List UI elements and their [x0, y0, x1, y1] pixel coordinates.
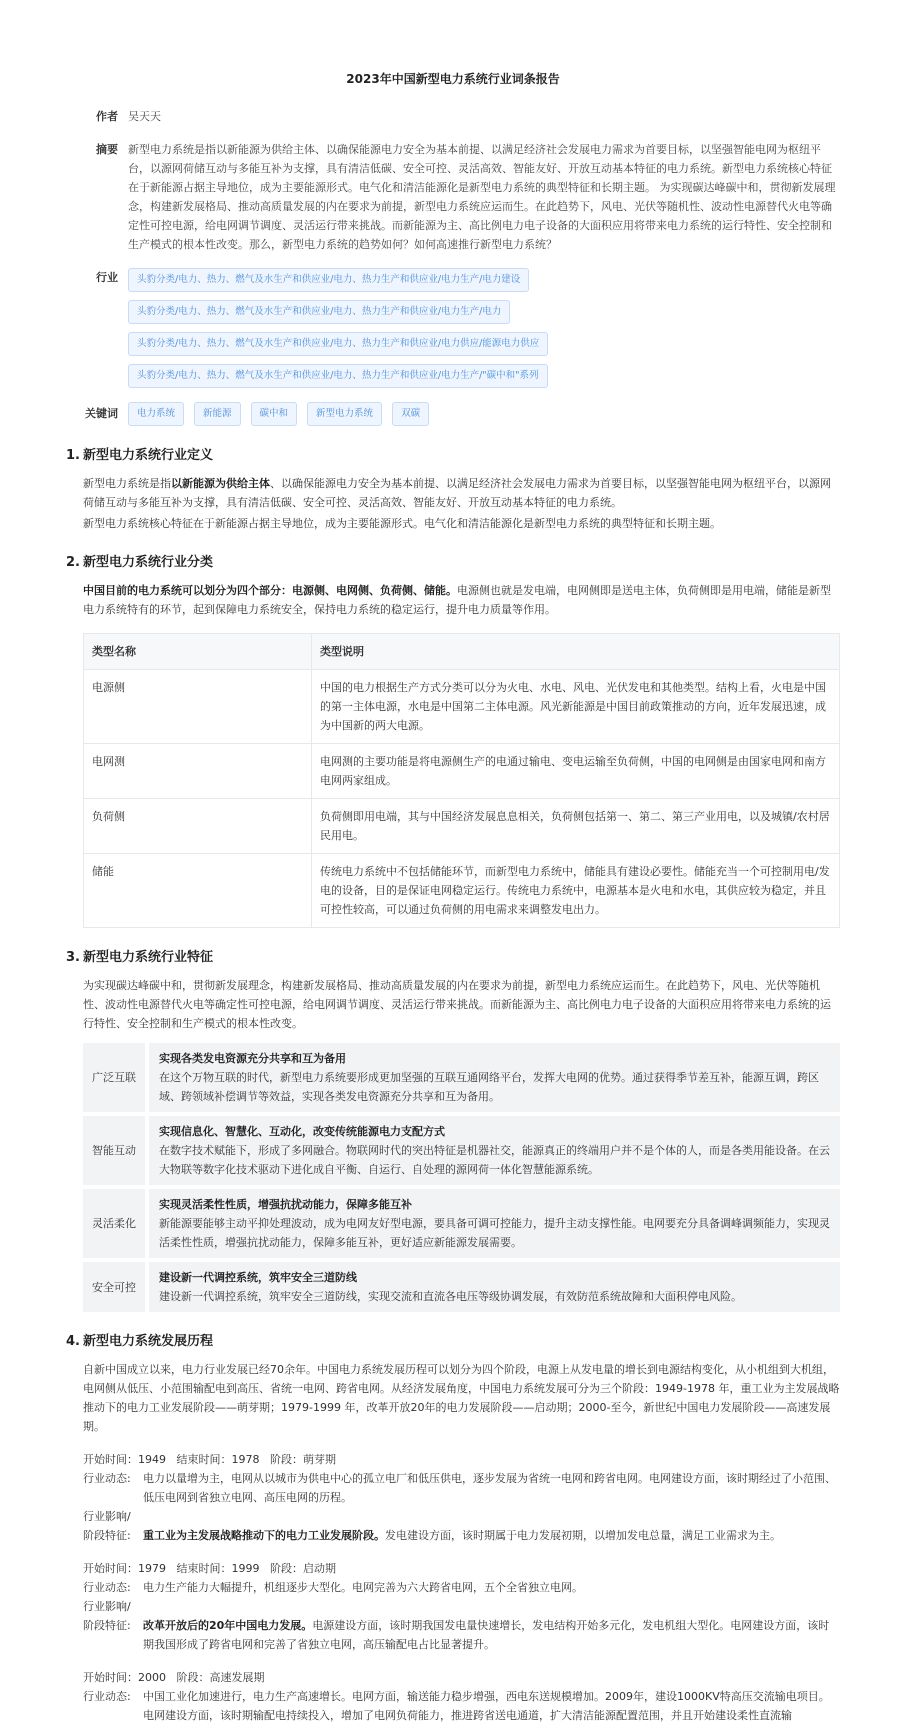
start-value: 1949	[138, 1453, 166, 1466]
section-title: 新型电力系统发展历程	[83, 1334, 214, 1349]
feature-label: 智能互动	[83, 1116, 145, 1185]
text-span: 新型电力系统是指	[83, 477, 171, 490]
phase-label: 阶段：	[270, 1453, 303, 1466]
abstract-row	[66, 140, 840, 254]
keyword-tag[interactable]: 电力系统	[128, 402, 184, 426]
industry-row	[66, 268, 840, 388]
type-description: 负荷侧即用电端，其与中国经济发展息息相关，负荷侧包括第一、第二、第三产业用电，以及城镇/农村居民用电。	[312, 799, 840, 854]
feature-item	[83, 1116, 840, 1185]
feature-heading: 建设新一代调控系统，筑牢安全三道防线	[159, 1271, 357, 1284]
feature-label: 广泛互联	[83, 1043, 145, 1112]
end-value: 1999	[231, 1562, 260, 1575]
history-intro: 自新中国成立以来，电力行业发展已经70余年。中国电力系统发展历程可以划分为四个阶段，电源上从发电量的增长到电源结构变化，从小机组到大机组，电网侧从低压、小范围输配电到高压、省统一电网、跨省电网。从经济发展角度，中国电力系统发展可分为三个阶段：1949-1978 年，重工业为主发展战略推动下的电力工业发展阶段——萌芽期；1979-1999 年，改革开放20年的电力发展阶段——启动期；2000-至今，新世纪中国电力发展阶段——高速发展期。	[83, 1363, 840, 1433]
phase-label: 阶段：	[270, 1562, 303, 1575]
bold-text: 中国目前的电力系统可以划分为四个部分：电源侧、电网侧、负荷侧、储能。	[83, 584, 457, 597]
feature-label: 安全可控	[83, 1262, 145, 1312]
text-span: 电源侧也就是发电端，电网侧即是送电主体，负荷侧即是用电端，储能是新型电力系统特有的环节，起到保障电力系统安全，保持电力系统的稳定运行，提升电力质量等作用。	[83, 584, 831, 616]
stage-feature-row	[83, 1526, 840, 1545]
section-body	[66, 1360, 840, 1725]
section-heading	[66, 948, 840, 968]
dynamics-text: 电力生产能力大幅提升，机组逐步大型化。电网完善为六大跨省电网，五个全省独立电网。	[143, 1581, 583, 1594]
table-header: 类型说明	[312, 634, 840, 670]
industry-tag[interactable]: 头豹分类/电力、热力、燃气及水生产和供应业/电力、热力生产和供应业/电力生产/电力	[128, 300, 510, 324]
keyword-tag[interactable]: 新型电力系统	[307, 402, 382, 426]
section-body	[66, 474, 840, 533]
keyword-tag[interactable]: 碳中和	[251, 402, 298, 426]
feature-item	[83, 1043, 840, 1112]
section-heading	[66, 1332, 840, 1352]
feature-label: 灵活柔化	[83, 1189, 145, 1258]
industry-tag-list	[128, 268, 840, 388]
feature-list	[83, 1043, 840, 1312]
industry-tag[interactable]: 头豹分类/电力、热力、燃气及水生产和供应业/电力、热力生产和供应业/电力供应/能源电力供应	[128, 332, 548, 356]
stage-dynamics-row	[83, 1469, 840, 1507]
keyword-tag-list	[128, 402, 840, 426]
type-name: 负荷侧	[84, 799, 312, 854]
section-title: 新型电力系统行业分类	[83, 555, 214, 570]
phase-value: 高速发展期	[209, 1671, 265, 1684]
phase-value: 启动期	[303, 1562, 336, 1575]
feature-content	[149, 1116, 840, 1185]
feature-content	[149, 1262, 840, 1312]
start-label: 开始时间：	[83, 1671, 138, 1684]
author-name: 吴天天	[128, 110, 161, 123]
dynamics-label: 行业动态:	[83, 1581, 131, 1594]
stage-feature-row	[83, 1616, 840, 1654]
section-number: 4.	[66, 1334, 80, 1349]
type-description: 电网测的主要功能是将电源侧生产的电通过输电、变电运输至负荷侧，中国的电网侧是由国家电网和南方电网两家组成。	[312, 744, 840, 799]
section-number: 3.	[66, 950, 80, 965]
feature-content	[149, 1043, 840, 1112]
bold-text: 以新能源为供给主体	[171, 477, 270, 490]
phase-label: 阶段：	[176, 1671, 210, 1684]
feature-content	[149, 1189, 840, 1258]
table-row	[84, 854, 840, 928]
feature-heading: 实现各类发电资源充分共享和互为备用	[159, 1052, 346, 1065]
type-name: 电源侧	[84, 670, 312, 744]
feature-stage-text	[143, 1526, 840, 1545]
end-label: 结束时间：	[176, 1453, 232, 1466]
phase-value: 萌芽期	[303, 1453, 336, 1466]
section-number: 2.	[66, 555, 80, 570]
type-description: 中国的电力根据生产方式分类可以分为火电、水电、风电、光伏发电和其他类型。结构上看，火电是中国的第一主体电源，水电是中国第二主体电源。风光新能源是中国目前政策推动的方向，近年发展迅速，成为中国新的两大电源。	[312, 670, 840, 744]
feature-stage-text	[143, 1616, 840, 1654]
section-title: 新型电力系统行业定义	[83, 448, 214, 463]
keyword-tag[interactable]: 新能源	[194, 402, 241, 426]
feature-text: 在这个万物互联的时代，新型电力系统要形成更加坚强的互联互通网络平台，发挥大电网的优势。通过获得季节差互补，能源互调，跨区域、跨领域补偿调节等效益，实现各类发电资源充分共享和互为备用。	[159, 1071, 819, 1103]
feature-text: 在数字技术赋能下，形成了多网融合。物联网时代的突出特征是机器社交，能源真正的终端用户并不是个体的人，而是各类用能设备。在云大物联等数字化技术驱动下进化成自平衡、自运行、自处理的源网荷一体化智慧能源系统。	[159, 1144, 830, 1176]
report-title: 2023年中国新型电力系统行业词条报告	[346, 72, 560, 86]
feature-heading: 实现信息化、智慧化、互动化，改变传统能源电力支配方式	[159, 1125, 445, 1138]
keyword-tag[interactable]: 双碳	[392, 402, 429, 426]
bold-text: 改革开放后的20年中国电力发展。	[143, 1619, 313, 1632]
impact-label: 行业影响/	[83, 1510, 131, 1523]
start-label: 开始时间：	[83, 1562, 138, 1575]
bold-text: 重工业为主发展战略推动下的电力工业发展阶段。	[143, 1529, 385, 1542]
industry-tag[interactable]: 头豹分类/电力、热力、燃气及水生产和供应业/电力、热力生产和供应业/电力生产/"碳中和"系列	[128, 364, 548, 388]
abstract-label: 摘要	[96, 143, 118, 156]
stage-meta	[83, 1450, 840, 1469]
section-title: 新型电力系统行业特征	[83, 950, 214, 965]
feature-item	[83, 1189, 840, 1258]
start-label: 开始时间：	[83, 1453, 138, 1466]
stage-meta	[83, 1668, 840, 1687]
text-span: 、以确保能源电力安全为基本前提、以满足经济社会发展电力需求为首要目标，以坚强智能电网为枢纽平台，以源网荷储互动与多能互补为支撑，具有清洁低碳、安全可控、灵活高效、智能友好、开放互动基本特征的电力系统。	[83, 477, 831, 509]
feature-item	[83, 1262, 840, 1312]
section-body	[66, 581, 840, 928]
stage-block	[83, 1450, 840, 1545]
text-span: 电源建设方面，该时期我国发电量快速增长，发电结构开始多元化，发电机组大型化。电网建设方面，该时期我国形成了跨省电网和完善了省独立电网，高压输配电占比显著提升。	[143, 1619, 830, 1651]
section-number: 1.	[66, 448, 80, 463]
dynamics-label: 行业动态:	[83, 1472, 131, 1485]
type-name: 储能	[84, 854, 312, 928]
feature-stage-label: 阶段特征:	[83, 1619, 131, 1632]
stage-dynamics-row	[83, 1687, 840, 1725]
end-label: 结束时间：	[176, 1562, 232, 1575]
end-value: 1978	[231, 1453, 260, 1466]
keywords-row	[66, 402, 840, 426]
section-heading	[66, 446, 840, 466]
classification-table	[83, 633, 840, 928]
classification-paragraph	[83, 581, 840, 619]
stage-dynamics-row	[83, 1578, 840, 1597]
impact-label: 行业影响/	[83, 1600, 131, 1613]
features-intro: 为实现碳达峰碳中和，贯彻新发展理念，构建新发展格局、推动高质量发展的内在要求为前提，新型电力系统应运而生。在此趋势下，风电、光伏等随机性、波动性电源替代火电等确定性可控电源，给电网调节调度、灵活运行带来挑战。而新能源为主、高比例电力电子设备的大面积应用将带来电力系统的运行特性、安全控制和生产模式的根本性改变。	[83, 979, 831, 1030]
stage-block	[83, 1559, 840, 1654]
section-classification	[66, 553, 840, 928]
abstract-text: 新型电力系统是指以新能源为供给主体、以确保能源电力安全为基本前提、以满足经济社会发展电力需求为首要目标，以坚强智能电网为枢纽平台，以源网荷储互动与多能互补为支撑，具有清洁低碳、安全可控、灵活高效、智能友好、开放互动基本特征的电力系统。新型电力系统核心特征在于新能源占据主导地位，成为主要能源形式。电气化和清洁能源化是新型电力系统的典型特征和长期主题。 为实现碳达峰碳中和，贯彻新发展理念，构建新发展格局、推动高质量发展的内在要求为前提，新型电力系统应运而生。在此趋势下，风电、光伏等随机性、波动性电源替代火电等确定性可控电源，给电网调节调度、灵活运行带来挑战。而新能源为主、高比例电力电子设备的大面积应用将带来电力系统的运行特性、安全控制和生产模式的根本性改变。那么，新型电力系统的趋势如何？如何高速推行新型电力系统？	[128, 143, 836, 251]
type-name: 电网测	[84, 744, 312, 799]
table-row	[84, 799, 840, 854]
stage-block	[83, 1668, 840, 1725]
table-header-row	[84, 634, 840, 670]
industry-tag[interactable]: 头豹分类/电力、热力、燃气及水生产和供应业/电力、热力生产和供应业/电力生产/电力建设	[128, 268, 529, 292]
start-value: 2000	[138, 1671, 166, 1684]
section-history	[66, 1332, 840, 1725]
industry-label: 行业	[96, 271, 118, 284]
text-span: 发电建设方面，该时期属于电力发展初期，以增加发电总量，满足工业需求为主。	[385, 1529, 781, 1542]
feature-text: 建设新一代调控系统，筑牢安全三道防线，实现交流和直流各电压等级协调发展，有效防范系统故障和大面积停电风险。	[159, 1290, 742, 1303]
stage-meta	[83, 1559, 840, 1578]
section-body	[66, 976, 840, 1312]
section-features	[66, 948, 840, 1312]
section-heading	[66, 553, 840, 573]
table-row	[84, 744, 840, 799]
dynamics-text: 电力以量增为主，电网从以城市为供电中心的孤立电厂和低压供电，逐步发展为省统一电网和跨省电网。电网建设方面，该时期经过了小范围、低压电网到省独立电网、高压电网的历程。	[143, 1472, 836, 1504]
feature-text: 新能源要能够主动平抑处理波动，成为电网友好型电源，要具备可调可控能力，提升主动支撑性能。电网要充分具备调峰调频能力，实现灵活柔性性质，增强抗扰动能力，保障多能互补，更好适应新能源发展需要。	[159, 1217, 830, 1249]
author-label: 作者	[96, 110, 118, 123]
table-row	[84, 670, 840, 744]
dynamics-label: 行业动态:	[83, 1690, 131, 1703]
start-value: 1979	[138, 1562, 166, 1575]
definition-paragraph-2: 新型电力系统核心特征在于新能源占据主导地位，成为主要能源形式。电气化和清洁能源化是新型电力系统的典型特征和长期主题。	[83, 517, 721, 530]
feature-heading: 实现灵活柔性性质，增强抗扰动能力，保障多能互补	[159, 1198, 412, 1211]
definition-paragraph	[83, 474, 840, 512]
author-row	[66, 107, 840, 126]
section-definition	[66, 446, 840, 533]
table-header: 类型名称	[84, 634, 312, 670]
dynamics-text: 中国工业化加速进行，电力生产高速增长。电网方面，输送能力稳步增强，西电东送规模增加。2009年，建设1000KV特高压交流输电项目。电网建设方面，该时期输配电持续投入，增加了电网负荷能力，推进跨省送电通道，扩大清洁能源配置范围，并且开始建设柔性直流输	[143, 1690, 830, 1722]
keywords-label: 关键词	[85, 407, 118, 420]
type-description: 传统电力系统中不包括储能环节，而新型电力系统中，储能具有建设必要性。储能充当一个可控制用电/发电的设备，目的是保证电网稳定运行。传统电力系统中，电源基本是火电和水电，其供应较为稳定，并且可控性较高，可以通过负荷侧的用电需求来调整发电出力。	[312, 854, 840, 928]
feature-stage-label: 阶段特征:	[83, 1529, 131, 1542]
